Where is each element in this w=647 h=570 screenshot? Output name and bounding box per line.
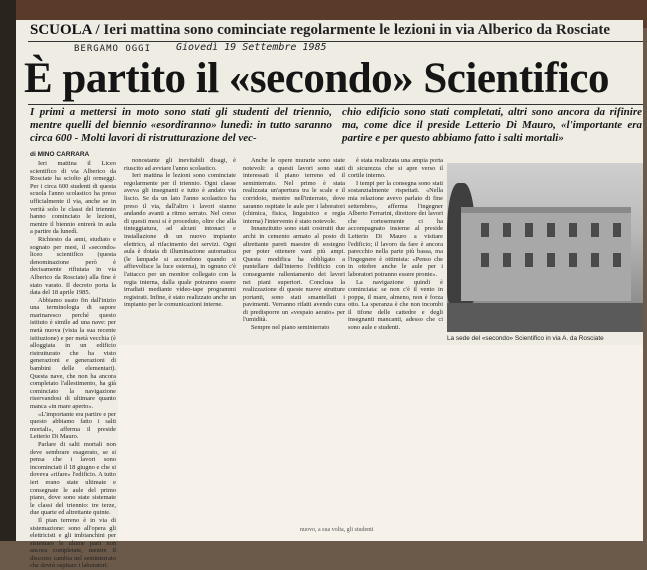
header-rule (28, 41, 643, 42)
headline: È partito il «secondo» Scientifico (24, 55, 609, 102)
photo-window (613, 223, 621, 237)
byline: di MINO CARRARA (30, 151, 90, 158)
article-paragraph: Sempre nel piano seminterrato (251, 324, 330, 332)
summary-left: I primi a mettersi in moto sono stati gli studenti del triennio, mentre quelli del biennio «esordiranno» lunedì: in tutto saranno circa 600 - Molti lavori di ristrutturazione del vec- (30, 106, 332, 144)
article-column-3 (243, 157, 345, 357)
footer-fragment: nuovo, a sua volta, gli studenti (300, 527, 374, 533)
photo-window (547, 253, 555, 267)
photo-window (569, 253, 577, 267)
photo-window (591, 223, 599, 237)
article-column-4 (348, 157, 443, 345)
photo-window (525, 223, 533, 237)
article-paragraph: Richiesto da anni, studiato e sognato per mesi, il «secondo» liceo scientifico (questa denominazione però è decisamente rifiutata in via Alberico da Rosciate) alla fine è stato varato. Il decreto porta la data del 18 aprile 1985. (30, 235, 116, 297)
photo-window (503, 223, 511, 237)
building-photo (447, 163, 643, 332)
article-paragraph: La navigazione quindi è cominciata: se non c'è il vento in poppa, il mare, almeno, non è forza otto. La speranza è che non incombi il tifone delle cattedre e degli insegnanti mancanti, adesso che ci sono aule e studenti. (348, 278, 443, 332)
photo-caption: La sede del «secondo» Scientifico in via A. da Rosciate (447, 335, 604, 342)
article-paragraph: Ieri mattina le lezioni sono cominciate regolarmente per il triennio. Ogni classe aveva gli insegnanti e tutto è andato via liscio. Se da un lato l'anno scolastico ha preso il via, dall'altro i lavori stanno andando avanti a ritmo serrato. Nel corso di questi mesi si è proceduto, oltre che alla tinteggiatura, ad alcuni intonaci e installazione di un nuovo impianto elettrico, al rifacimento dei servizi. Ogni aula è dotata di illuminazione automatica (le lampade si accendono quando si affievolisce la luce esterna), in ognuno c'è l'attacco per un monitor collegato con la regia interna, dalla quale potranno essere irradiati mediante video-tape programmi registrati. Infine, è stato realizzato anche un impianto per le comunicazioni interne. (124, 172, 236, 309)
section-kicker: SCUOLA (30, 22, 92, 38)
photo-window (481, 253, 489, 267)
headline-rule (28, 104, 643, 105)
handwritten-paper-name: BERGAMO OGGI (74, 44, 152, 54)
article-column-2 (124, 157, 236, 369)
article-paragraph: è stata realizzata una ampia porta di sicurezza che si apre verso il cortile interno. (348, 157, 443, 180)
article-paragraph: Parlare di salti mortali non deve sembrare esagerato, se si pensa che i lavori sono incominciati il 18 giugno e che si doveva «rifare» l'edificio. A tutto ieri erano state ultimate e consegnate le aule del primo piano, dove sono state sistemate le classi del triennio: tre terze, due quarte ed altrettante quinte. (30, 440, 116, 517)
summary-right: chio edificio sono stati completati, altri sono ancora da rifinire ma, come dice il preside Letterio Di Mauro, «l'importante era partire e per questo abbiamo fatto i salti mortali» (342, 106, 642, 144)
article-paragraph: Anche le opere murarie sono state notevoli: a questi lavori sono stati interessati il piano terreno ed il seminterrato. Nel primo è stata realizzata un'apertura tra le scale e il corridoio, mentre nell'interrato, dove saranno ospitate le aule per i laboratori (chimica, fisica, linguistico e regia interna) l'intervento è stato notevole. (243, 157, 345, 225)
handwritten-date: Giovedì 19 Settembre 1985 (176, 42, 327, 53)
photo-window (525, 253, 533, 267)
article-paragraph: «L'importante era partire e per questo abbiamo fatto i salti mortali», afferma il preside Letterio Di Mauro. (30, 410, 116, 441)
photo-window (569, 223, 577, 237)
photo-window (613, 253, 621, 267)
article-paragraph: Innanzitutto sono stati costruiti due archi in cemento armato al posto di altrettante pareti maestre di sostegno per poter ottenere vani più ampi. Questa modifica ha obbligato a puntellare dall'interno l'edificio con conseguente rallentamento dei lavori nei piani superiori. Conclusa la realizzazione di queste nuove strutture portanti, sono stati smantellati i pavimenti. Verranno rifatti avendo cura di predisporre un «vespaio aerato» per l'umidità. (243, 225, 345, 324)
article-paragraph: Abbiamo usato fin dall'inizio una terminologia di sapore marinaresco perché questo istituto è simile ad una nave: per metà nuova (vista la sua recente istituzione) e per metà vecchia (è alloggiata in un edificio ristrutturato che ha visto generazioni e generazioni di bambini delle elementari). Questa nave, che non ha ancora completato l'allestimento, ha già cominciato la navigazione riservandosi di ultimare quanto manca «in mare aperto». (30, 296, 116, 410)
article-paragraph: Ieri mattina il Liceo scientifico di via Alberico da Rosciate ha sciolto gli ormeggi. Per i circa 600 studenti di questa scuola l'anno scolastico ha preso ufficialmente il via, anche se in verità solo le classi del triennio hanno cominciato le lezioni, mentre il biennio entrerà in aula a partire da lunedì. (30, 160, 116, 236)
article-paragraph: Il pian terreno è in via di sistemazione: sono all'opera gli elettricisti e gli imbianchini per sistemare le ultime parti non ancora completate, mentre il discorso cambia nel seminterrato che dovrà ospitare i laboratori. (30, 516, 116, 570)
background-edge (0, 0, 16, 541)
photo-window (547, 223, 555, 237)
photo-window (481, 223, 489, 237)
photo-building (461, 207, 631, 301)
section-title: / Ieri mattina sono cominciate regolarmente le lezioni in via Alberico da Rosciate (91, 22, 611, 38)
article-paragraph: nonostante gli inevitabili disagi, è riuscito ad avviare l'anno scolastico. (124, 157, 236, 172)
blank-paper-area (118, 345, 643, 541)
photo-window (503, 253, 511, 267)
article-paragraph: I tempi per la consegna sono stati sostanzialmente rispettati. «Nella mia relazione avevo parlato di fine settembre», afferma l'ingegner Alberto Ferrarini, direttore dei lavori che cortesemente ci ha accompagnato insieme al preside Letterio Di Mauro a visitare l'edificio; il lavoro da fare è ancora parecchio nella parte più bassa, ma l'ingegnere è ottimista: «Penso che in ottobre anche le aule per i laboratori potranno essere pronte». (348, 179, 443, 278)
section-header (30, 22, 645, 42)
photo-street (447, 303, 643, 332)
article-column-1 (30, 160, 116, 570)
photo-window (591, 253, 599, 267)
